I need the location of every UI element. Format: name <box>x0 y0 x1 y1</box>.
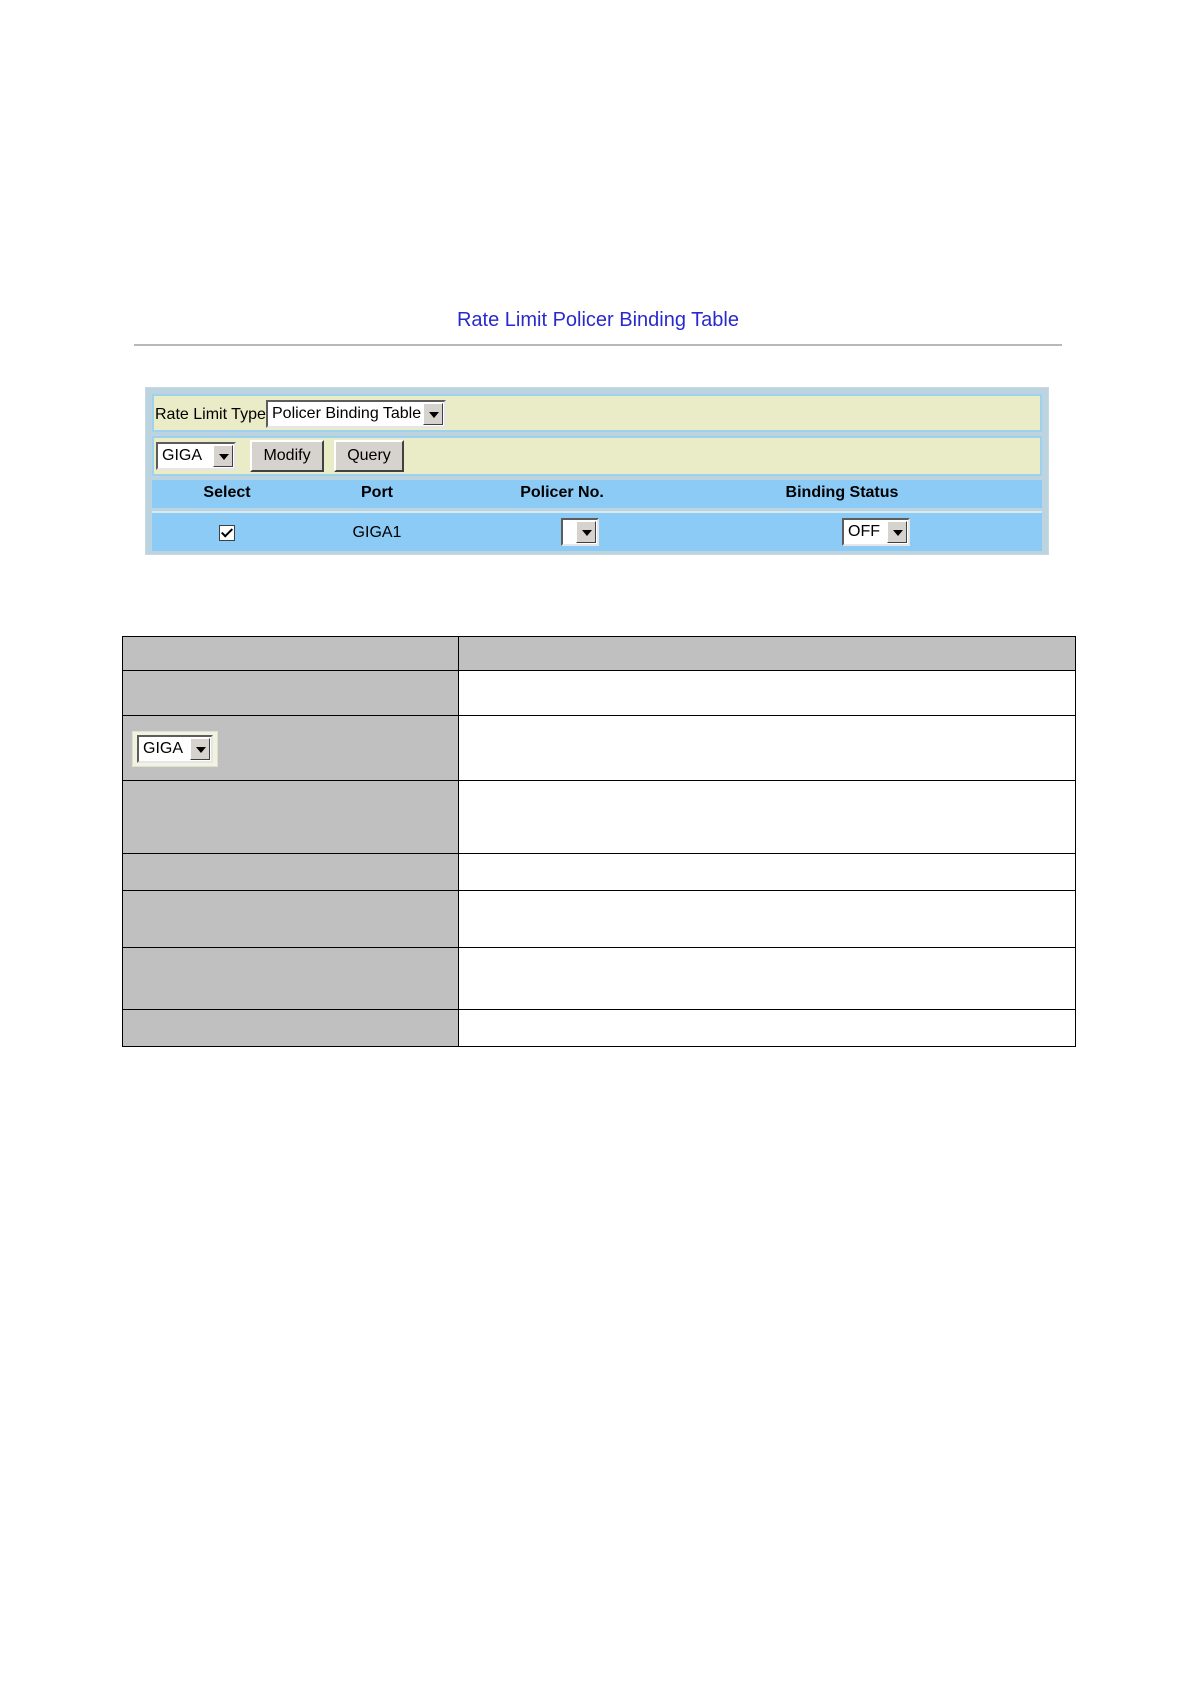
port-cell: GIGA1 <box>352 524 402 541</box>
chevron-down-icon <box>190 738 210 760</box>
chevron-down-icon[interactable] <box>213 445 233 467</box>
header-select: Select <box>203 484 251 501</box>
port-group-value: GIGA <box>162 447 203 464</box>
table-header-row <box>152 480 1042 508</box>
header-policer-no: Policer No. <box>520 484 604 501</box>
rate-limit-type-label: Rate Limit Type <box>155 406 266 423</box>
chevron-down-icon[interactable] <box>576 521 596 543</box>
description-header-right <box>459 637 1076 671</box>
header-port: Port <box>361 484 393 501</box>
table-row <box>152 511 1042 551</box>
rate-limit-type-row <box>152 394 1042 432</box>
binding-status-value: OFF <box>848 523 880 540</box>
description-row <box>123 671 1076 716</box>
header-binding-status: Binding Status <box>785 484 899 501</box>
description-row-giga <box>123 716 1076 781</box>
description-row <box>123 891 1076 948</box>
title-divider <box>134 344 1062 346</box>
giga-select-value: GIGA <box>143 740 184 757</box>
port-group-select[interactable] <box>156 442 236 470</box>
binding-status-select[interactable] <box>842 518 910 546</box>
description-row <box>123 1010 1076 1047</box>
query-button[interactable]: Query <box>334 440 404 472</box>
giga-select-frame <box>132 731 218 767</box>
description-row <box>123 854 1076 891</box>
rate-limit-type-value: Policer Binding Table <box>272 405 422 422</box>
page-title: Rate Limit Policer Binding Table <box>456 309 739 331</box>
modify-button[interactable]: Modify <box>250 440 324 472</box>
chevron-down-icon[interactable] <box>887 521 907 543</box>
description-row <box>123 781 1076 854</box>
giga-select-sample <box>137 735 213 763</box>
controls-row <box>152 436 1042 476</box>
description-header-row <box>123 637 1076 671</box>
description-table <box>122 636 1076 1047</box>
chevron-down-icon[interactable] <box>423 403 443 425</box>
rate-limit-type-select[interactable] <box>266 400 446 428</box>
binding-panel <box>145 387 1049 555</box>
select-checkbox[interactable] <box>219 525 235 541</box>
description-header-left <box>123 637 459 671</box>
policer-no-select[interactable] <box>561 518 599 546</box>
description-row <box>123 948 1076 1010</box>
